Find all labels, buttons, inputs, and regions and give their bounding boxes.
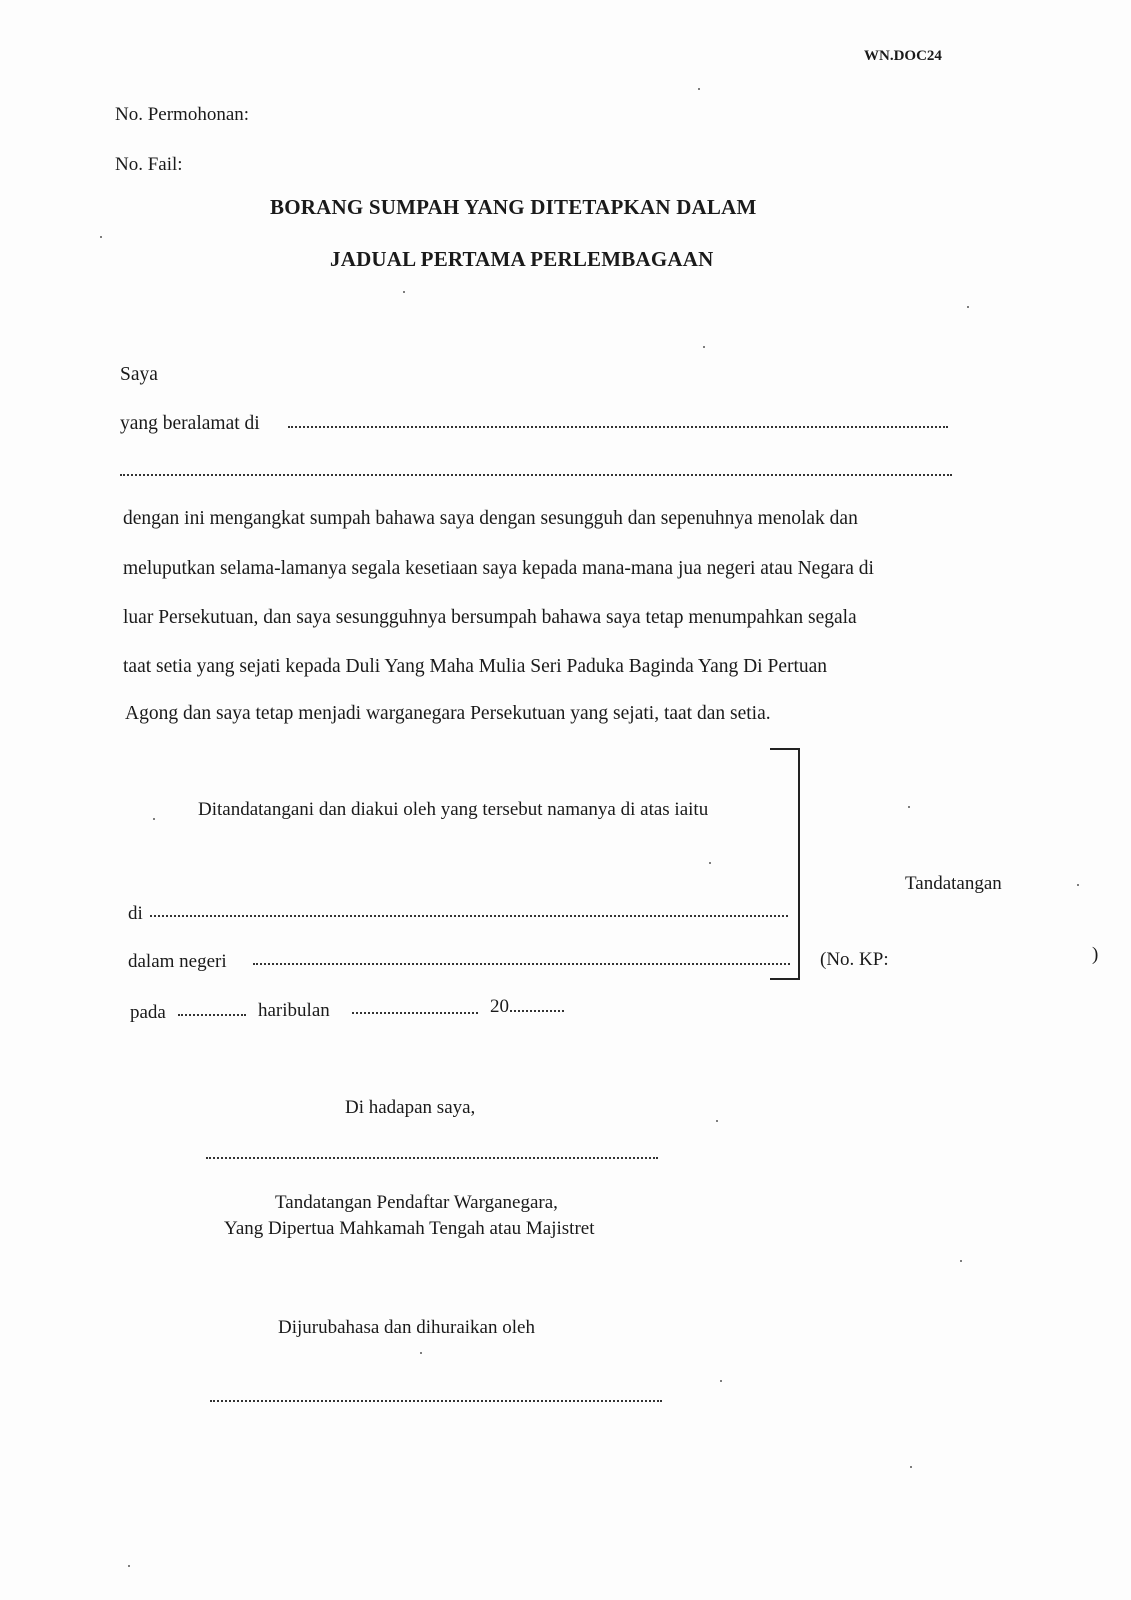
scan-speck xyxy=(100,236,102,238)
scan-speck xyxy=(716,1120,718,1122)
before-me-label: Di hadapan saya, xyxy=(345,1097,476,1118)
registrar-title-line2: Yang Dipertua Mahkamah Tengah atau Majistret xyxy=(224,1218,595,1239)
scan-speck xyxy=(698,88,700,90)
registrar-title-line1: Tandatangan Pendaftar Warganegara, xyxy=(275,1192,558,1213)
interpreter-signature-field[interactable] xyxy=(210,1400,662,1402)
scan-speck xyxy=(910,1466,912,1468)
oath-text-line-3: luar Persekutuan, dan saya sesungguhnya bersumpah bahawa saya tetap menumpahkan segala xyxy=(123,607,857,628)
on-label: pada xyxy=(130,1002,166,1023)
day-field[interactable] xyxy=(178,1014,246,1016)
document-code: WN.DOC24 xyxy=(864,48,942,64)
place-field[interactable] xyxy=(150,915,788,917)
ic-close-paren: ) xyxy=(1092,944,1099,965)
file-no-label: No. Fail: xyxy=(115,154,183,175)
address-field-line1[interactable] xyxy=(288,426,948,428)
scan-speck xyxy=(967,306,969,308)
scan-speck xyxy=(128,1565,130,1567)
oath-text-line-4: taat setia yang sejati kepada Duli Yang Maha Mulia Seri Paduka Baginda Yang Di Pertuan xyxy=(123,656,828,677)
oath-text-line-2: meluputkan selama-lamanya segala kesetiaan saya kepada mana-mana jua negeri atau Negara di xyxy=(123,558,874,579)
month-label: haribulan xyxy=(258,1000,330,1021)
scan-speck xyxy=(960,1260,962,1262)
scan-speck xyxy=(709,862,711,864)
scan-speck xyxy=(153,818,155,820)
registrar-signature-field[interactable] xyxy=(206,1157,658,1159)
oath-text-line-5: Agong dan saya tetap menjadi warganegara Persekutuan yang sejati, taat dan setia. xyxy=(125,703,771,724)
oath-text-line-1: dengan ini mengangkat sumpah bahawa saya dengan sesungguh dan sepenuhnya menolak dan xyxy=(123,508,858,529)
month-field[interactable] xyxy=(352,1012,478,1014)
scan-speck xyxy=(720,1380,722,1382)
at-label: di xyxy=(128,903,143,924)
signing-bracket xyxy=(770,748,800,980)
scan-speck xyxy=(403,291,405,293)
interpreted-label: Dijurubahasa dan dihuraikan oleh xyxy=(278,1317,535,1338)
year-field[interactable] xyxy=(510,1010,564,1012)
state-label: dalam negeri xyxy=(128,951,227,972)
scan-speck xyxy=(1077,884,1079,886)
form-title-line2: JADUAL PERTAMA PERLEMBAGAAN xyxy=(330,247,714,271)
application-no-label: No. Permohonan: xyxy=(115,104,250,125)
state-field[interactable] xyxy=(253,963,790,965)
scan-speck xyxy=(420,1352,422,1354)
ic-label: (No. KP: xyxy=(820,949,889,970)
signing-intro: Ditandatangani dan diakui oleh yang tersebut namanya di atas iaitu xyxy=(198,799,709,820)
form-title-line1: BORANG SUMPAH YANG DITETAPKAN DALAM xyxy=(270,195,757,219)
address-label: yang beralamat di xyxy=(120,413,260,434)
signature-label: Tandatangan xyxy=(905,873,1002,894)
scan-speck xyxy=(908,806,910,808)
address-field-line2[interactable] xyxy=(120,474,952,476)
scan-speck xyxy=(703,346,705,348)
saya-label: Saya xyxy=(120,364,158,385)
year-prefix: 20 xyxy=(490,996,509,1017)
